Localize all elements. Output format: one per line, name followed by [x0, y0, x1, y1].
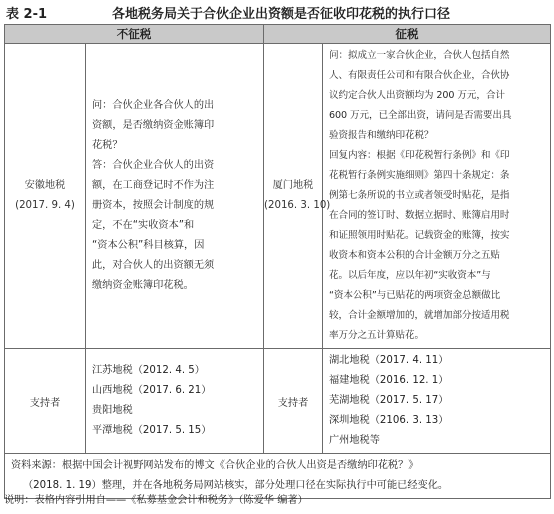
supporters-row — [5, 349, 551, 454]
left-text-line: 花税？ — [92, 140, 123, 151]
right-text-line: 600 万元，已全部出资，请问是否需要出具 — [329, 110, 512, 121]
right-text-cell — [323, 44, 551, 349]
left-region-date: (2017. 9. 4) — [15, 200, 75, 211]
right-text-line: 在合同的签订时、数据立据时、账簿启用时 — [329, 210, 510, 221]
right-text-line: 花税暂行条例实施细则》第四十条规定：条 — [329, 170, 510, 181]
right-text-line: 收资本和资本公积的合计金额万分之五贴 — [329, 250, 500, 261]
right-text-line: “资本公积”与已贴花的两项资金总额做比 — [329, 290, 501, 301]
left-text-line: 问：合伙企业各合伙人的出 — [92, 100, 215, 111]
source-line: 资料来源：根据中国会计视野网站发布的博文《合伙企业的合伙人出资是否缴纳印花税？》 — [11, 460, 419, 471]
header-row — [5, 25, 551, 44]
content-row — [5, 44, 551, 349]
left-text-line: 册资本，按照会计制度的规 — [92, 200, 215, 211]
table-number: 表 2-1 — [6, 7, 48, 22]
right-text-line: 问：拟成立一家合伙企业，合伙人包括自然 — [329, 50, 510, 61]
table-title: 各地税务局关于合伙企业出资额是否征收印花税的执行口径 — [112, 7, 451, 22]
right-text-line: 花。以后年度，应以年初“实收资本”与 — [329, 270, 491, 281]
left-supporters-label: 支持者 — [5, 349, 86, 454]
supporter-item: 福建地税（2016. 12. 1） — [329, 375, 449, 386]
supporter-item: 山西地税（2017. 6. 21） — [92, 385, 212, 396]
supporter-item: 湖北地税（2017. 4. 11） — [329, 355, 449, 366]
supporter-item: 深圳地税（2106. 3. 13） — [329, 415, 449, 426]
header-no-tax: 不征税 — [5, 25, 264, 44]
right-text-line: 例第七条所说的书立或者领受时贴花，是指 — [329, 190, 510, 201]
left-text-line: 此，对合伙人的出资额无须 — [92, 260, 215, 271]
right-text-line: 和证照领用时贴花。记载资金的账簿，按实 — [329, 230, 510, 241]
right-text-line: 回复内容：根据《印花税暂行条例》和《印 — [329, 150, 510, 161]
right-text-line: 验资报告和缴纳印花税？ — [329, 130, 434, 141]
supporter-item: 芜湖地税（2017. 5. 17） — [329, 395, 449, 406]
left-text-line: 缴纳资金账簿印花税。 — [92, 280, 194, 291]
supporter-item: 平潭地税（2017. 5. 15） — [92, 425, 212, 436]
right-text-line: 议约定合伙人出资额均为 200 万元，合计 — [329, 90, 505, 101]
left-text-line: 定，不在“实收资本”和 — [92, 220, 195, 231]
right-supporters-label: 支持者 — [264, 349, 323, 454]
supporter-item: 贵阳地税 — [92, 405, 133, 416]
left-text-cell — [86, 44, 264, 349]
title-row — [0, 0, 554, 22]
source-line: （2018. 1. 19）整理，并在各地税务局网站核实，部分处理口径在实际执行中可能已经变化。 — [23, 480, 449, 491]
right-region-cell — [264, 44, 331, 349]
tax-table — [4, 24, 551, 499]
right-supporters-list — [323, 349, 551, 454]
left-text-line: 答：合伙企业合伙人的出资 — [92, 160, 215, 171]
left-text-line: 资额，是否缴纳资金账簿印 — [92, 120, 215, 131]
header-tax: 征税 — [264, 25, 551, 44]
right-text-line: 较，合计金额增加的，就增加部分按适用税 — [329, 310, 510, 321]
citation-note: 说明：表格内容引用自——《私募基金会计和税务》（陈爱华 编著） — [4, 495, 308, 506]
left-region-cell — [5, 44, 86, 349]
supporter-item: 江苏地税（2012. 4. 5） — [92, 365, 205, 376]
right-region-date: (2016. 3. 10) — [264, 200, 331, 211]
left-text-line: 额，在工商登记时不作为注 — [92, 180, 215, 191]
supporter-item: 广州地税等 — [329, 435, 380, 446]
right-text-line: 人、有限责任公司和有限合伙企业，合伙协 — [329, 70, 510, 81]
right-region-name: 厦门地税 — [272, 180, 314, 191]
left-supporters-list — [86, 349, 264, 454]
right-text-line: 率万分之五计算贴花。 — [329, 330, 424, 341]
left-region-name: 安徽地税 — [24, 180, 66, 191]
left-text-line: “资本公积”科目核算，因 — [92, 240, 205, 251]
